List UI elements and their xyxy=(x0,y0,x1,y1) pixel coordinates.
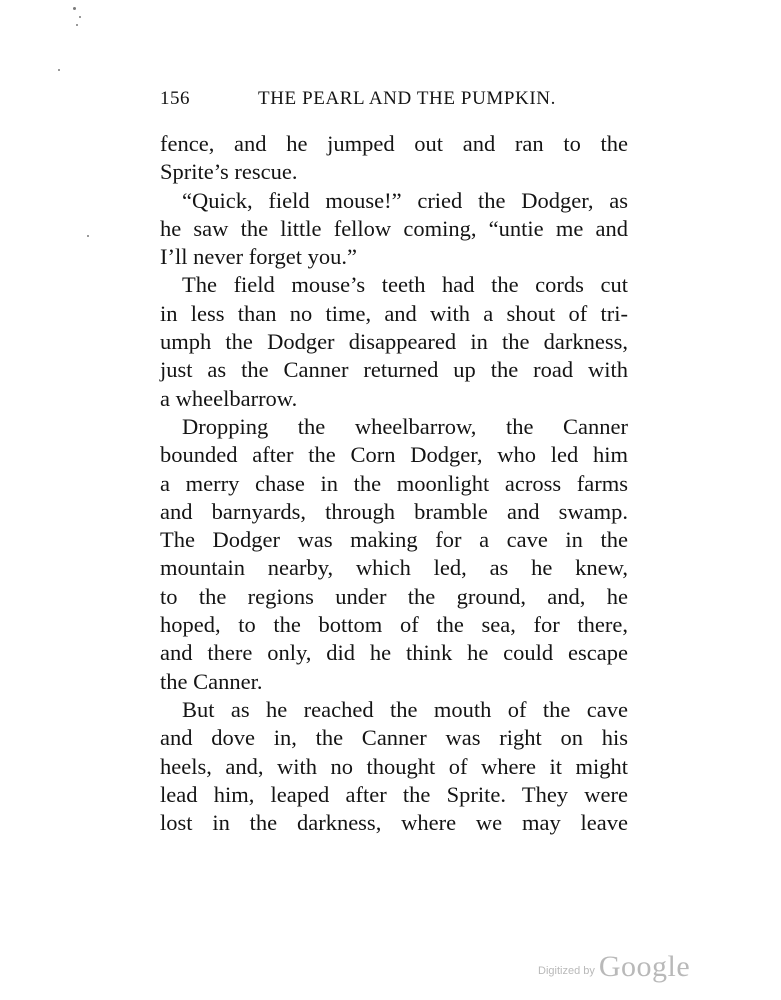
body-text xyxy=(160,130,628,837)
scan-speck xyxy=(58,69,60,71)
text-line: he saw the little fellow coming, “untie me and xyxy=(160,215,628,241)
text-line: The Dodger was making for a cave in the xyxy=(160,527,628,553)
text-line: the Canner. xyxy=(160,668,263,694)
text-line: heels, and, with no thought of where it might xyxy=(160,753,628,779)
watermark-prefix: Digitized by xyxy=(538,965,595,977)
scan-speck xyxy=(73,7,76,10)
paragraph xyxy=(160,696,628,837)
paragraph xyxy=(160,271,628,412)
text-line: lost in the darkness, where we may leave xyxy=(160,810,628,836)
text-line: bounded after the Corn Dodger, who led him xyxy=(160,442,628,468)
text-line: lead him, leaped after the Sprite. They were xyxy=(160,781,628,807)
text-line: a merry chase in the moonlight across farms xyxy=(160,470,628,496)
text-line: But as he reached the mouth of the cave xyxy=(182,696,628,722)
running-header xyxy=(160,88,630,114)
paragraph xyxy=(160,413,628,696)
text-line: and barnyards, through bramble and swamp. xyxy=(160,498,628,524)
text-line: umph the Dodger disappeared in the darkness, xyxy=(160,329,628,355)
text-line: The field mouse’s teeth had the cords cut xyxy=(182,272,628,298)
scan-speck xyxy=(76,24,78,26)
text-line: a wheelbarrow. xyxy=(160,385,298,411)
scan-speck xyxy=(79,16,81,18)
digitized-watermark xyxy=(538,950,708,984)
text-line: and dove in, the Canner was right on his xyxy=(160,725,628,751)
text-line: in less than no time, and with a shout of tri- xyxy=(160,300,628,326)
google-logo: Google xyxy=(598,950,691,983)
text-line: Sprite’s rescue. xyxy=(160,159,298,185)
text-line: hoped, to the bottom of the sea, for there, xyxy=(160,612,628,638)
paragraph xyxy=(160,130,628,187)
page-number: 156 xyxy=(160,88,190,109)
text-line: and there only, did he think he could escape xyxy=(160,640,628,666)
text-line: to the regions under the ground, and, he xyxy=(160,583,628,609)
text-line: Dropping the wheelbarrow, the Canner xyxy=(182,413,628,439)
scan-speck xyxy=(87,235,89,237)
text-line: I’ll never forget you.” xyxy=(160,244,358,270)
paragraph xyxy=(160,187,628,272)
running-title: THE PEARL AND THE PUMPKIN. xyxy=(258,88,556,109)
text-line: “Quick, field mouse!” cried the Dodger, as xyxy=(182,187,628,213)
text-line: fence, and he jumped out and ran to the xyxy=(160,131,628,156)
text-line: mountain nearby, which led, as he knew, xyxy=(160,555,628,581)
text-line: just as the Canner returned up the road with xyxy=(160,357,628,383)
